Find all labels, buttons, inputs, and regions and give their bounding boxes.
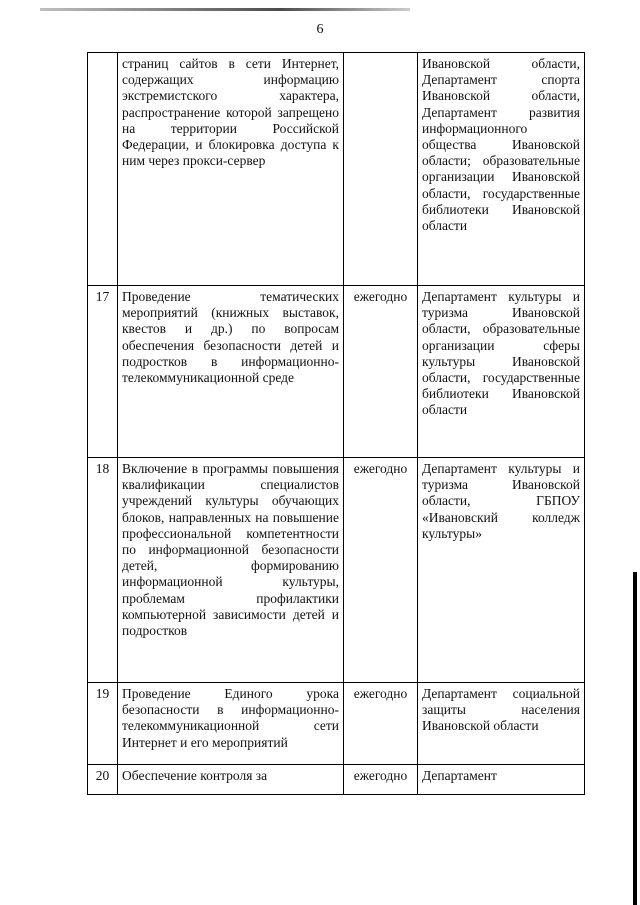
event-cell: страниц сайтов в сети Интернет, содержащих информацию экстремистского характера, распространение которой запрещено на территории Российской Федерации, и блокировка доступа к ним через прокси-сервер bbox=[118, 53, 344, 286]
term-cell: ежегодно bbox=[344, 458, 418, 683]
scan-artifact-top-line bbox=[40, 8, 410, 11]
measures-table bbox=[87, 52, 585, 795]
executor-cell: Департамент bbox=[418, 765, 585, 795]
executor-cell: Департамент социальной защиты населения Ивановской области bbox=[418, 683, 585, 765]
term-cell: ежегодно bbox=[344, 286, 418, 458]
table-row bbox=[88, 458, 585, 683]
term-cell bbox=[344, 53, 418, 286]
table-row bbox=[88, 683, 585, 765]
scan-artifact-right-edge bbox=[633, 572, 637, 905]
event-cell: Проведение тематических мероприятий (книжных выставок, квестов и др.) по вопросам обеспечения безопасности детей и подростков в информационно-телекоммуникационной среде bbox=[118, 286, 344, 458]
event-cell: Обеспечение контроля за bbox=[118, 765, 344, 795]
row-number bbox=[88, 53, 118, 286]
row-number: 17 bbox=[88, 286, 118, 458]
executor-cell: Департамент культуры и туризма Ивановской области, ГБПОУ «Ивановский колледж культуры» bbox=[418, 458, 585, 683]
event-cell: Проведение Единого урока безопасности в информационно-телекоммуникационной сети Интернет и его мероприятий bbox=[118, 683, 344, 765]
executor-cell: Ивановской области, Департамент спорта Ивановской области, Департамент развития информационного общества Ивановской области; образовательные организации Ивановской области, государственные библиотеки Ивановской области bbox=[418, 53, 585, 286]
page-number: 6 bbox=[316, 22, 324, 37]
event-cell: Включение в программы повышения квалификации специалистов учреждений культуры обучающих блоков, направленных на повышение профессиональной компетентности по информационной безопасности детей, формированию информационной культуры, проблемам профилактики компьютерной зависимости детей и подростков bbox=[118, 458, 344, 683]
row-number: 19 bbox=[88, 683, 118, 765]
table-row bbox=[88, 286, 585, 458]
row-number: 20 bbox=[88, 765, 118, 795]
term-cell: ежегодно bbox=[344, 765, 418, 795]
executor-cell: Департамент культуры и туризма Ивановской области, образовательные организации сферы культуры Ивановской области, государственные библиотеки Ивановской области bbox=[418, 286, 585, 458]
row-number: 18 bbox=[88, 458, 118, 683]
table-row bbox=[88, 53, 585, 286]
term-cell: ежегодно bbox=[344, 683, 418, 765]
table-row bbox=[88, 765, 585, 795]
